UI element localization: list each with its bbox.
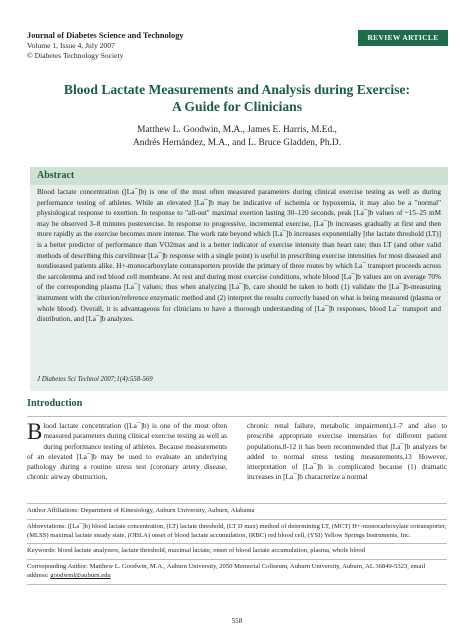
journal-issue: Volume 1, Issue 4, July 2007 bbox=[27, 41, 115, 50]
journal-copyright: © Diabetes Technology Society bbox=[27, 51, 124, 60]
abstract-body: Blood lactate concentration ([La¯]b) is one of the most often measured parameters during clinical exercise testing as well as during performance testing of athletes. While an elevated [La¯]b may be indicative of ischemia or hypoxemia, it may also be a "normal" physiological response to exertion. In response to "all-out" maximal exertion lasting 30–120 seconds, peak [La¯]b values of ~15–25 mM may be observed 3–8 minutes postexercise. In response to progressive, incremental exercise, [La¯]b increases gradually at first and then more rapidly as the exercise becomes more intense. The work rate beyond which [La¯]b increases exponentially [the lactate threshold (LT)] is a better predictor of performance than VO2max and is a better indicator of exercise intensity than heart rate; thus LT (and other valid methods of describing this curvilinear [La¯]b response with a single point) is useful in prescribing exercise intensities for most diseased and nondiseased patients alike. H+-monocarboxylate cotransporters provide the primary of three routes by which La¯ transport proceeds across the sarcolemma and red blood cell membrane. At rest and during most exercise conditions, whole blood [La¯]b values are on average 70% of the corresponding plasma [La¯] values; thus when analyzing [La¯]b, care should be taken to both (1) validate the [La¯]b-measuring instrument with the criterion/reference enzymatic method and (2) interpret the results correctly based on what is being measured (plasma or whole blood). Overall, it is advantageous for clinicians to have a thorough understanding of [La¯]b responses, blood La¯ transport and distribution, and [La¯]b analyzes. bbox=[37, 188, 441, 324]
corresponding-author-text: Corresponding Author: Matthew L. Goodwin, M.A., Auburn University, 2050 Memorial Coliseum, Auburn University, Auburn, AL 36849-5323, email address: bbox=[27, 563, 426, 580]
introduction-heading: Introduction bbox=[27, 398, 83, 409]
abstract-box bbox=[30, 167, 448, 391]
page-number: 558 bbox=[231, 617, 243, 625]
footnote-divider-5 bbox=[27, 584, 447, 585]
email-link[interactable]: goodwml@auburn.edu bbox=[50, 572, 111, 580]
abstract-header-bar bbox=[30, 167, 448, 185]
abstract-heading: Abstract bbox=[37, 170, 75, 181]
journal-name: Journal of Diabetes Science and Technology bbox=[27, 31, 184, 40]
author-line-1: Matthew L. Goodwin, M.A., James E. Harris, M.Ed., bbox=[137, 125, 337, 135]
author-affiliations: Author Affiliations: Department of Kinesiology, Auburn University, Auburn, Alabama bbox=[27, 507, 255, 514]
footnote-divider-2 bbox=[27, 519, 447, 520]
drop-cap: B bbox=[27, 419, 43, 444]
intro-right-column: chronic renal failure, metabolic impairment),1-7 and also to prescribe appropriate exercise intensities for different patient populations,8-12 it has been recommended that [La¯]b analyzes be added to normal stress testing measurements.13 However, interpretation of [La¯]b is complicated because (1) dramatic increases in [La¯]b characterize a normal bbox=[247, 421, 447, 482]
abbreviations: Abbreviations: ([La¯]b) blood lactate concentration, (LT) lactate threshold, (LT D max) method of determining LT, (MCT) H+-monocarboxylate cotransporter, (MLSS) maximal lactate steady state, (OBLA) onset of blood lactate accumulation, (RBC) red blood cell, (YSI) Yellow Springs Instruments, Inc. bbox=[27, 523, 447, 540]
author-line-2: Andrés Hernández, M.A., and L. Bruce Gladden, Ph.D. bbox=[132, 137, 342, 148]
review-article-badge: REVIEW ARTICLE bbox=[358, 30, 448, 46]
author-list bbox=[20, 124, 454, 149]
journal-header bbox=[27, 30, 327, 61]
intro-left-column bbox=[27, 421, 227, 483]
article-title-line-2: A Guide for Clinicians bbox=[171, 98, 303, 114]
footnote-divider-4 bbox=[27, 559, 447, 560]
article-title bbox=[20, 82, 454, 115]
article-title-line-1: Blood Lactate Measurements and Analysis during Exercise: bbox=[63, 82, 411, 97]
keywords: Keywords: blood lactate analyzers, lactate threshold, maximal lactate, onset of blood lactate accumulation, plasma, whole blood bbox=[27, 547, 365, 554]
footnote-divider-3 bbox=[27, 543, 447, 544]
footnote-divider-1 bbox=[27, 503, 447, 504]
introduction-divider bbox=[27, 416, 447, 417]
abstract-citation: J Diabetes Sci Technol 2007;1(4):558-569 bbox=[37, 376, 153, 383]
intro-left-text: lood lactate concentration ([La¯]b) is one of the most often measured parameters during clinical exercise testing as well as during performance testing of athletes. Because measurements of an elevated [La¯]b may be used to evaluate an underlying pathology during a routine stress test (coronary artery disease, chronic airway obstruction, bbox=[27, 421, 227, 482]
corresponding-author bbox=[27, 562, 447, 581]
